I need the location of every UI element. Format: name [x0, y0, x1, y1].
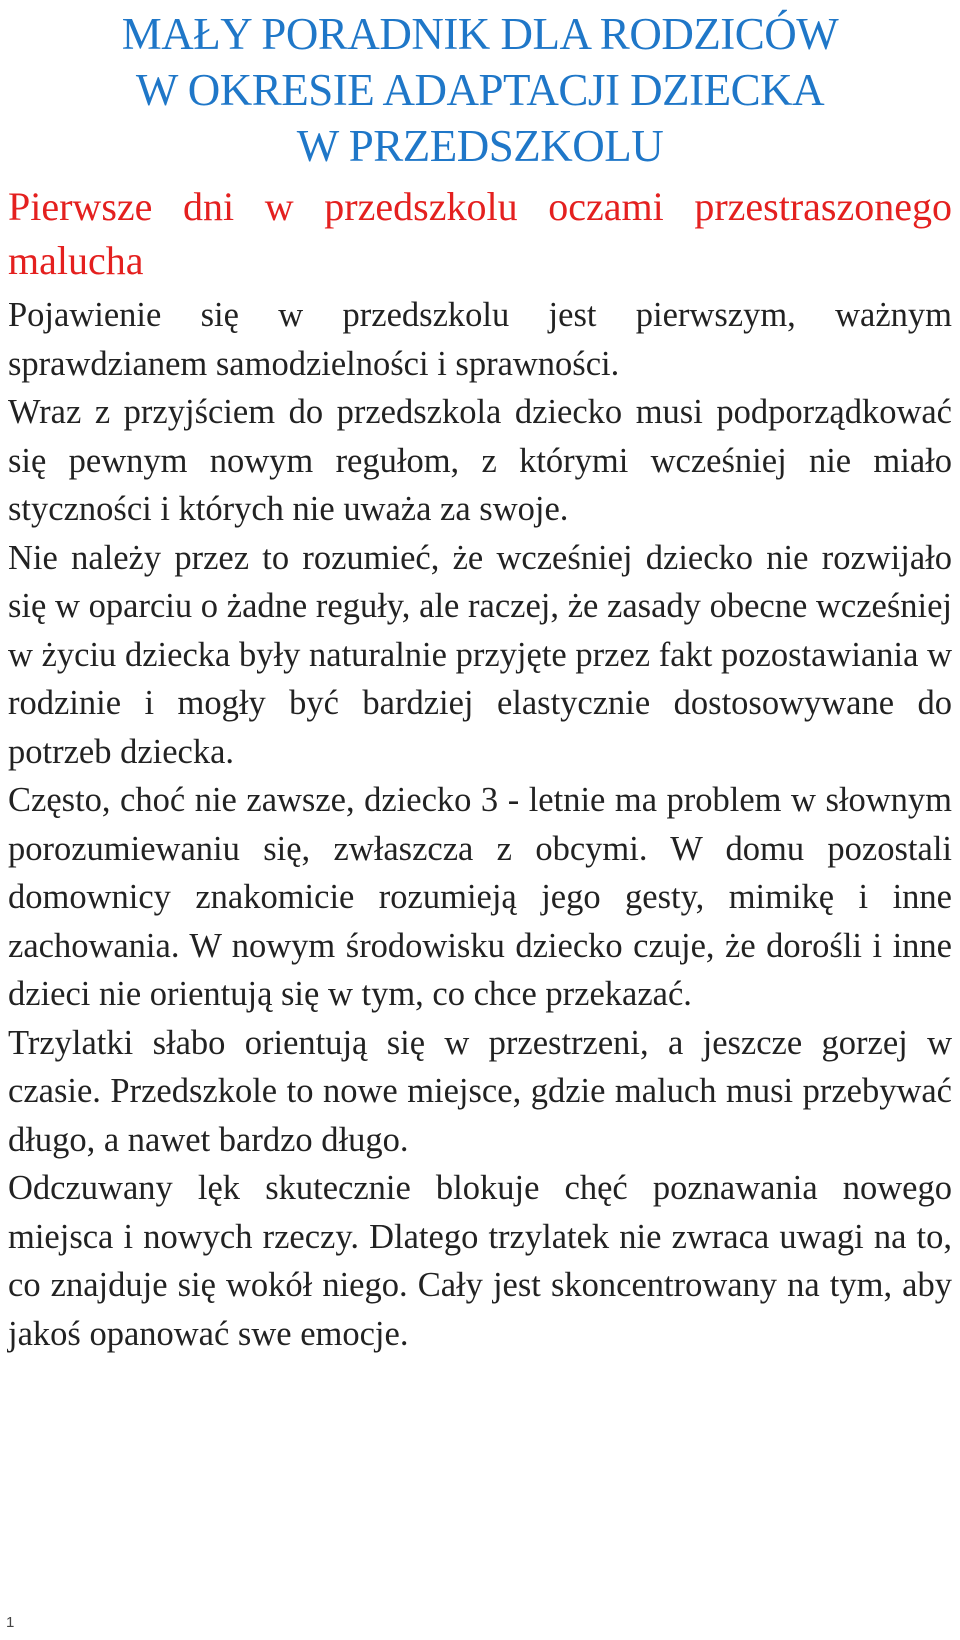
- document-title: [8, 0, 952, 174]
- title-line-3: W PRZEDSZKOLU: [296, 121, 664, 171]
- paragraph-4: Często, choć nie zawsze, dziecko 3 - letnie ma problem w słownym porozumiewaniu się, zwłaszcza z obcymi. W domu pozostali domownicy znakomicie rozumieją jego gesty, mimikę i inne zachowania. W nowym środowisku dziecko czuje, że dorośli i inne dzieci nie orientują się w tym, co chce przekazać.: [8, 781, 952, 1013]
- paragraph-6: Odczuwany lęk skutecznie blokuje chęć poznawania nowego miejsca i nowych rzeczy. Dlatego trzylatek nie zwraca uwagi na to, co znajduje się wokół niego. Cały jest skoncentrowany na tym, aby jakoś opanować swe emocje.: [8, 1169, 952, 1353]
- paragraph-1: Pojawienie się w przedszkolu jest pierwszym, ważnym sprawdzianem samodzielności i sprawności.: [8, 296, 952, 383]
- page-number: 1: [6, 1614, 15, 1631]
- paragraph-2: Wraz z przyjściem do przedszkola dziecko musi podporządkować się pewnym nowym regułom, z którymi wcześniej nie miało styczności i których nie uważa za swoje.: [8, 393, 952, 528]
- title-line-1: MAŁY PORADNIK DLA RODZICÓW: [121, 9, 839, 59]
- paragraph-3: Nie należy przez to rozumieć, że wcześniej dziecko nie rozwijało się w oparciu o żadne reguły, ale raczej, że zasady obecne wcześniej w życiu dziecka były naturalnie przyjęte przez fakt pozostawiania w rodzinie i mogły być bardziej elastycznie dostosowywane do potrzeb dziecka.: [8, 538, 952, 771]
- title-line-2: W OKRESIE ADAPTACJI DZIECKA: [135, 65, 825, 115]
- paragraph-5: Trzylatki słabo orientują się w przestrzeni, a jeszcze gorzej w czasie. Przedszkole to nowe miejsce, gdzie maluch musi przebywać długo, a nawet bardzo długo.: [8, 1023, 952, 1159]
- section-subtitle: Pierwsze dni w przedszkolu oczami przestraszonego malucha: [8, 184, 952, 283]
